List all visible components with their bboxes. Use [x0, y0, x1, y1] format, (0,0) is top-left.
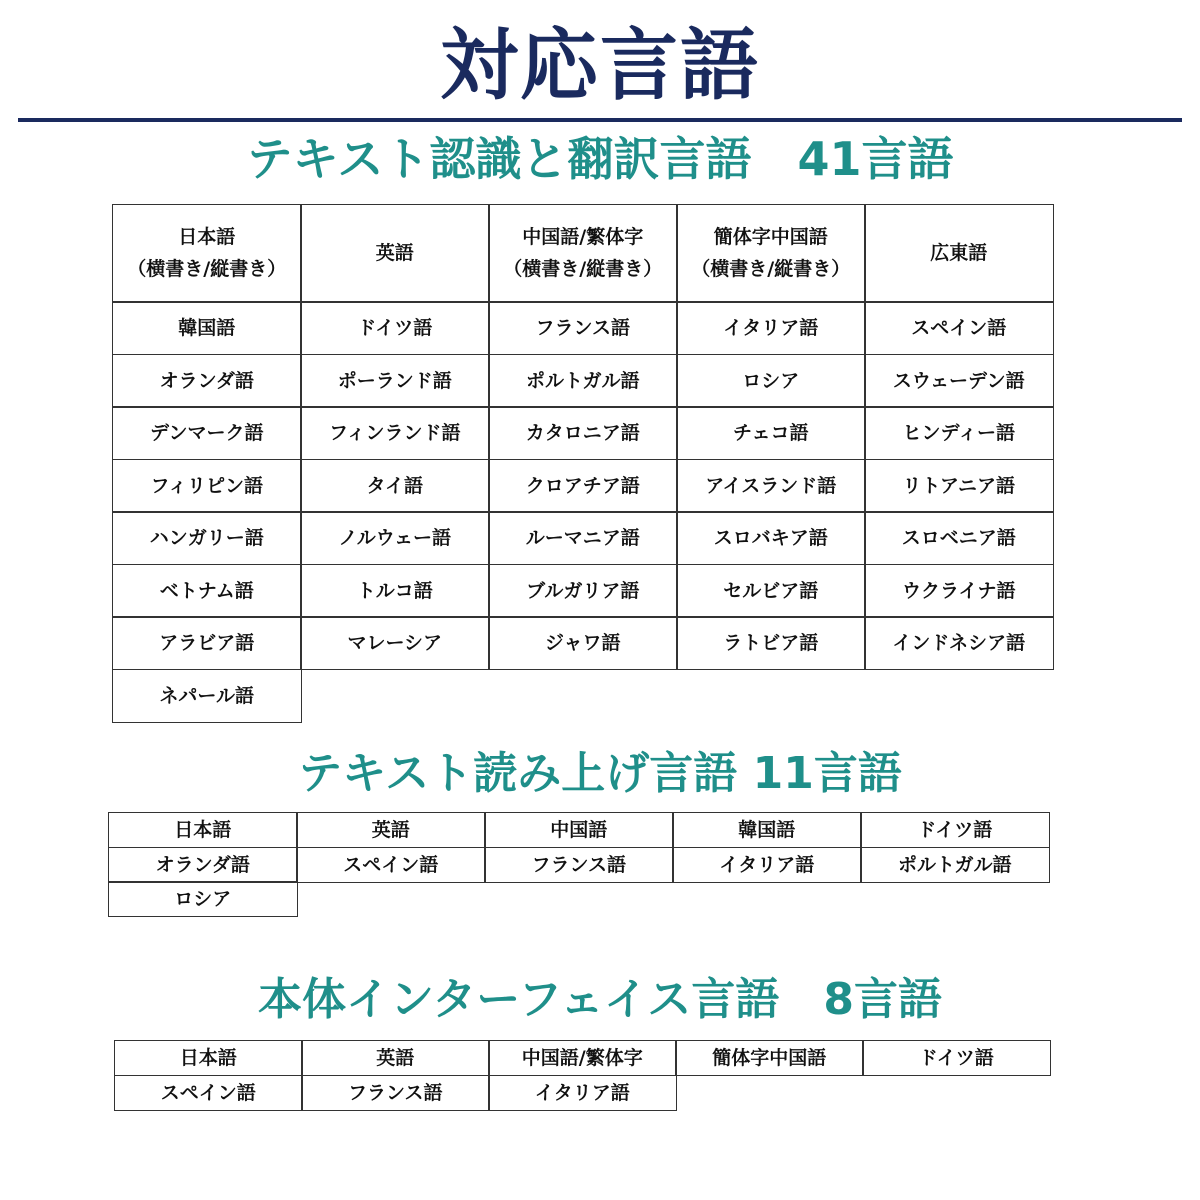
language-cell: [676, 301, 866, 355]
section-heading-text-to-speech: テキスト読み上げ言語 11言語: [298, 748, 902, 799]
language-name: スロバキア語: [713, 527, 828, 549]
language-name: 中国語/繁体字: [522, 226, 644, 249]
language-cell: [488, 406, 678, 460]
language-writing-direction: （横書き/縦書き）: [691, 258, 851, 281]
language-cell: [112, 406, 302, 460]
language-name: リトアニア語: [902, 474, 1015, 497]
language-name: ドイツ語: [357, 317, 433, 339]
language-cell: [296, 812, 486, 848]
language-name: アラビア語: [159, 632, 255, 654]
language-cell: [488, 354, 678, 408]
language-table-recognition-translation: [112, 204, 1052, 721]
language-name: 中国語/繁体字: [521, 1047, 643, 1069]
title-divider: [18, 118, 1182, 122]
language-name: 英語: [375, 242, 414, 265]
language-name: ウクライナ語: [902, 579, 1016, 602]
language-cell: [301, 1075, 490, 1111]
language-name: スロベニア語: [901, 527, 1016, 549]
language-cell: [676, 204, 866, 303]
language-name: フランス語: [535, 317, 630, 339]
language-cell: [860, 812, 1050, 848]
language-name: ロシア: [174, 888, 232, 910]
language-name: 英語: [371, 819, 410, 841]
language-name: ラトビア語: [723, 632, 819, 654]
language-cell: [864, 616, 1054, 670]
language-name: オランダ語: [155, 853, 250, 876]
language-cell: [676, 406, 866, 460]
language-cell: [488, 1040, 677, 1076]
language-cell: [488, 1075, 677, 1111]
language-name: 広東語: [930, 242, 988, 265]
language-name: 中国語: [550, 819, 608, 841]
language-cell: [112, 511, 302, 565]
language-name: ハンガリー語: [149, 527, 264, 549]
language-name: ポーランド語: [337, 369, 452, 392]
language-cell: [675, 1040, 864, 1076]
language-cell: [108, 881, 298, 917]
language-cell: [860, 847, 1050, 883]
language-name: ネパール語: [159, 684, 254, 707]
language-name: ベトナム語: [159, 579, 254, 602]
language-name: オランダ語: [159, 369, 254, 392]
language-name: フィンランド語: [329, 422, 461, 444]
language-cell: [300, 354, 490, 408]
language-cell: [301, 1040, 490, 1076]
language-name: ポルトガル語: [526, 369, 640, 392]
language-name: フランス語: [531, 853, 626, 876]
language-cell: [864, 511, 1054, 565]
language-name: チェコ語: [733, 422, 809, 444]
language-name: スウェーデン語: [892, 369, 1025, 392]
language-name: 日本語: [174, 819, 232, 841]
language-cell: [672, 847, 862, 883]
language-cell: [862, 1040, 1051, 1076]
language-cell: [488, 459, 678, 513]
language-name: アイスランド語: [705, 474, 837, 497]
language-cell: [672, 812, 862, 848]
language-cell: [864, 204, 1054, 303]
language-name: タイ語: [366, 474, 424, 497]
language-name: デンマーク語: [149, 422, 264, 444]
language-cell: [484, 847, 674, 883]
language-name: 韓国語: [178, 317, 236, 339]
language-cell: [300, 301, 490, 355]
language-name: ロシア: [742, 369, 800, 392]
language-cell: [300, 406, 490, 460]
language-table-text-to-speech: [108, 812, 1048, 916]
language-name: 簡体字中国語: [713, 226, 828, 249]
language-name: 簡体字中国語: [712, 1047, 827, 1069]
language-name: ドイツ語: [917, 819, 993, 841]
language-name: 日本語: [179, 1047, 237, 1069]
language-name: スペイン語: [160, 1081, 256, 1104]
language-cell: [864, 301, 1054, 355]
language-cell: [112, 301, 302, 355]
section-heading-recognition-translation: テキスト認識と翻訳言語 41言語: [246, 132, 954, 186]
language-name: フランス語: [348, 1081, 443, 1104]
language-cell: [864, 459, 1054, 513]
language-cell: [676, 354, 866, 408]
language-cell: [296, 847, 486, 883]
language-cell: [112, 616, 302, 670]
language-name: スペイン語: [343, 853, 439, 876]
language-name: スペイン語: [911, 317, 1007, 339]
page-title: 対応言語: [439, 21, 760, 111]
language-cell: [676, 511, 866, 565]
language-cell: [114, 1075, 303, 1111]
language-cell: [112, 354, 302, 408]
language-cell: [300, 511, 490, 565]
language-name: ポルトガル語: [898, 853, 1012, 876]
language-cell: [112, 204, 302, 303]
language-cell: [864, 406, 1054, 460]
language-name: ジャワ語: [544, 632, 621, 654]
language-cell: [488, 204, 678, 303]
language-name: 韓国語: [738, 819, 796, 841]
language-cell: [112, 564, 302, 618]
language-name: インドネシア語: [892, 632, 1026, 654]
language-name: イタリア語: [723, 317, 819, 339]
language-cell: [676, 616, 866, 670]
language-name: クロアチア語: [525, 474, 640, 497]
language-cell: [488, 564, 678, 618]
language-cell: [108, 812, 298, 848]
language-cell: [488, 616, 678, 670]
language-table-interface: [114, 1040, 1049, 1109]
language-writing-direction: （横書き/縦書き）: [503, 258, 663, 281]
language-cell: [676, 564, 866, 618]
language-name: ルーマニア語: [525, 527, 640, 549]
language-cell: [300, 616, 490, 670]
language-name: ブルガリア語: [526, 579, 640, 602]
language-name: トルコ語: [356, 579, 433, 602]
language-cell: [864, 354, 1054, 408]
language-name: 日本語: [178, 226, 236, 249]
language-cell: [112, 459, 302, 513]
language-cell: [300, 564, 490, 618]
language-writing-direction: （横書き/縦書き）: [127, 258, 287, 281]
language-name: ドイツ語: [918, 1047, 994, 1069]
language-name: カタロニア語: [525, 422, 640, 444]
section-heading-interface: 本体インターフェイス言語 8言語: [257, 974, 942, 1025]
language-cell: [108, 847, 298, 883]
language-name: ヒンディー語: [902, 422, 1015, 444]
language-name: イタリア語: [534, 1081, 630, 1104]
language-cell: [114, 1040, 303, 1076]
language-name: ノルウェー語: [338, 527, 451, 549]
language-cell: [484, 812, 674, 848]
language-cell: [300, 204, 490, 303]
language-name: イタリア語: [719, 853, 815, 876]
language-cell: [488, 301, 678, 355]
language-name: 英語: [376, 1047, 415, 1069]
language-cell: [488, 511, 678, 565]
language-cell: [864, 564, 1054, 618]
language-cell: [676, 459, 866, 513]
language-name: マレーシア: [347, 632, 443, 654]
language-name: セルビア語: [723, 579, 819, 602]
language-name: フィリピン語: [150, 474, 263, 497]
language-cell: [300, 459, 490, 513]
language-cell: [112, 669, 302, 723]
